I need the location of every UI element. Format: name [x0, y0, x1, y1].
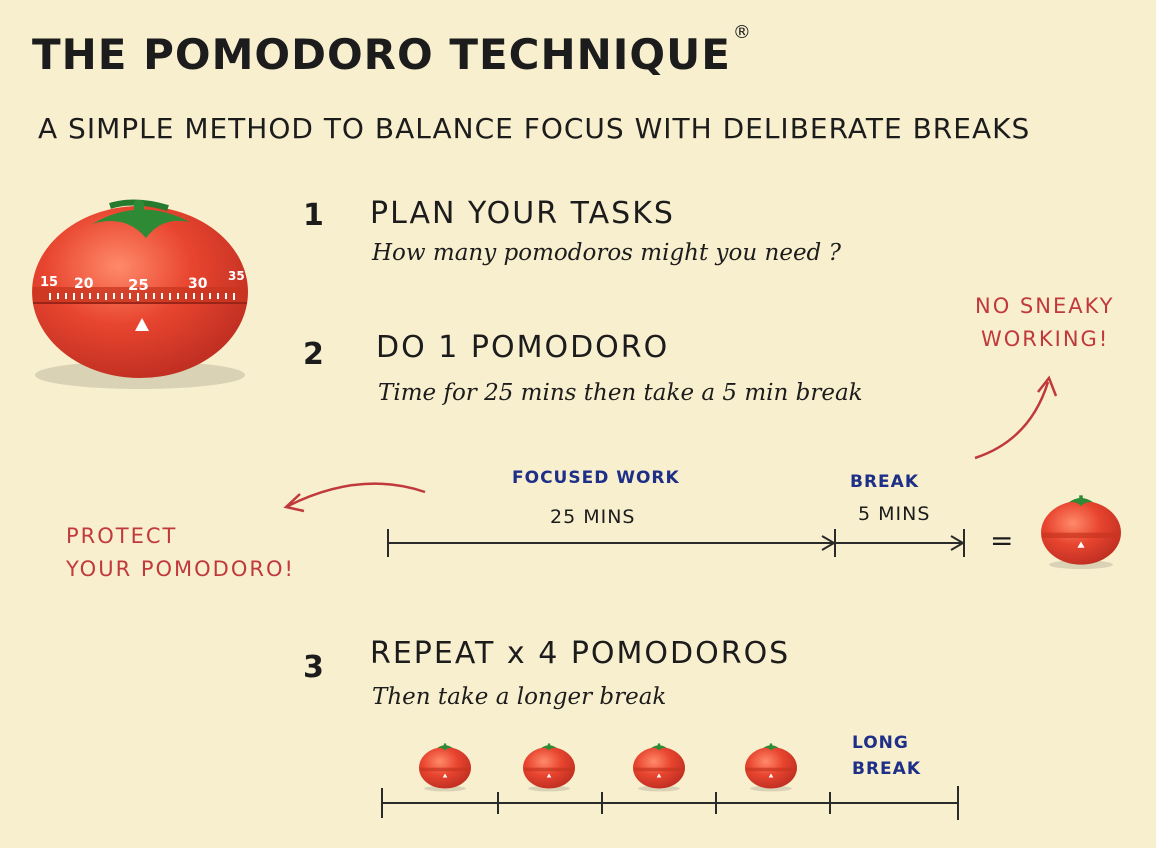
long-break-line: LONG	[852, 733, 909, 753]
tomato-icon	[633, 743, 685, 791]
step-title: PLAN YOUR TASKS	[370, 196, 675, 231]
sneaky-note-line: NO SNEAKY	[975, 294, 1115, 318]
tomato-timer-icon	[32, 200, 248, 389]
step-description: How many pomodoros might you need ?	[372, 240, 841, 266]
pomodoro-timeline	[388, 529, 964, 557]
tomato-icon	[745, 743, 797, 791]
break-duration-label: 5 MINS	[858, 503, 931, 525]
step-title: DO 1 POMODORO	[376, 330, 670, 365]
focused-work-label: FOCUSED WORK	[512, 468, 680, 488]
protect-note-line: PROTECT	[66, 524, 178, 548]
step-number: 1	[303, 198, 324, 233]
step-number: 2	[303, 337, 324, 372]
dial-number: 30	[188, 276, 208, 292]
focused-duration-label: 25 MINS	[550, 506, 636, 528]
sneaky-note-line: WORKING!	[981, 326, 1110, 351]
tomato-icon	[1041, 495, 1121, 569]
trademark-symbol: ®	[732, 22, 752, 43]
sneaky-arrow-icon	[975, 382, 1048, 458]
step-description: Then take a longer break	[372, 684, 667, 710]
long-break-label	[852, 730, 921, 783]
step-title: REPEAT x 4 POMODOROS	[370, 636, 791, 671]
repeat-timeline	[382, 786, 958, 820]
tomato-icon	[419, 743, 471, 791]
dial-number: 25	[128, 276, 149, 294]
step-description: Time for 25 mins then take a 5 min break	[378, 380, 863, 406]
long-break-line: BREAK	[852, 759, 921, 780]
dial-number: 15	[40, 275, 59, 290]
step-number: 3	[303, 650, 324, 685]
equals-sign: =	[990, 524, 1014, 557]
dial-number: 20	[74, 276, 94, 292]
sneaky-note	[975, 290, 1114, 355]
protect-arrow-icon	[288, 484, 425, 506]
tomato-icon	[523, 743, 575, 791]
break-label: BREAK	[850, 472, 919, 492]
page-subtitle: A SIMPLE METHOD TO BALANCE FOCUS WITH DELIBERATE BREAKS	[38, 112, 1031, 145]
title-text: THE POMODORO TECHNIQUE	[32, 30, 731, 79]
protect-note-line: YOUR POMODORO!	[66, 556, 295, 581]
protect-note	[66, 520, 295, 585]
dial-number: 35	[228, 269, 245, 283]
